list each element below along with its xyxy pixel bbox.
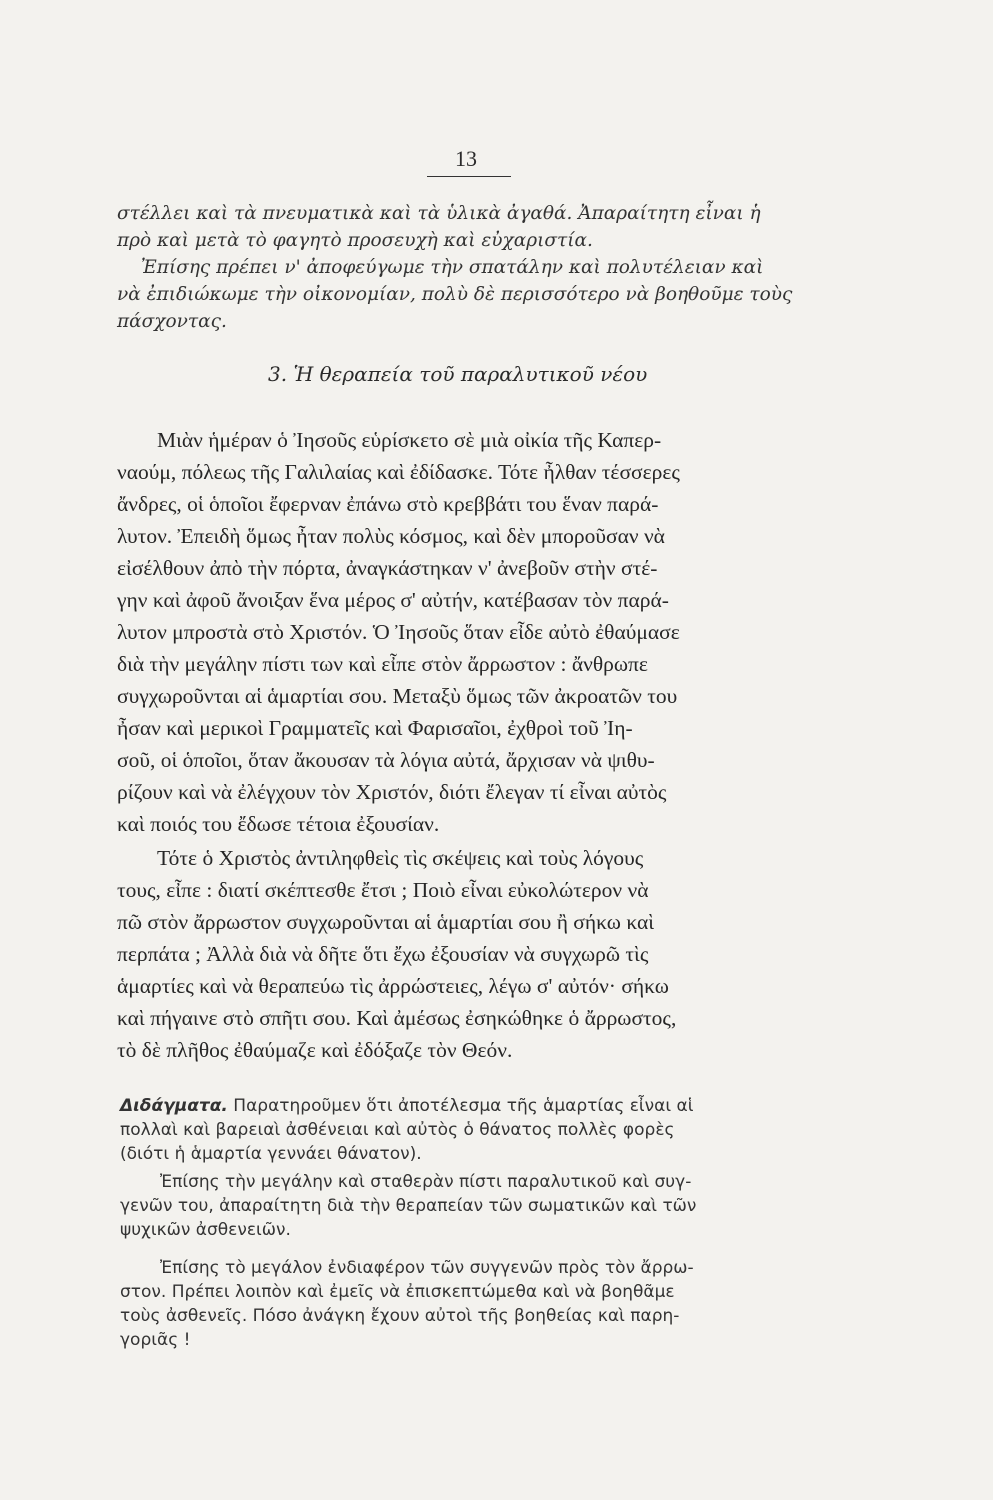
lessons-section	[120, 1094, 845, 1352]
text-line: στέλλει καὶ τὰ πνευματικὰ καὶ τὰ ὑλικὰ ἀγαθά. Ἀπαραίτητη εἶναι ἡ	[117, 203, 761, 224]
text-line: τοὺς ἀσθενεῖς. Πόσο ἀνάγκη ἔχουν αὐτοὶ τῆς βοηθείας καὶ παρη-	[120, 1306, 680, 1326]
text-line: σοῦ, οἱ ὁποῖοι, ὅταν ἄκουσαν τὰ λόγια αὐτά, ἄρχισαν νὰ ψιθυ-	[117, 748, 655, 772]
text-line: γενῶν του, ἀπαραίτητη διὰ τὴν θεραπείαν τῶν σωματικῶν καὶ τῶν	[120, 1196, 697, 1216]
text-line: πολλαὶ καὶ βαρειαὶ ἀσθένειαι καὶ αὐτὸς ὁ θάνατος πολλὲς φορὲς	[120, 1120, 675, 1140]
text-line: γοριᾶς !	[120, 1330, 191, 1350]
text-line: γην καὶ ἀφοῦ ἄνοιξαν ἕνα μέρος σ' αὐτήν, κατέβασαν τὸν παρά-	[117, 588, 669, 612]
text-line: πῶ στὸν ἄρρωστον συγχωροῦνται αἱ ἁμαρτίαι σου ἢ σήκω καὶ	[117, 910, 655, 934]
text-line: ψυχικῶν ἀσθενειῶν.	[120, 1220, 291, 1240]
text-line: πάσχοντας.	[117, 311, 227, 332]
lessons-label: Διδάγματα.	[120, 1096, 228, 1116]
intro-text	[117, 200, 847, 335]
text-line: Ἐπίσης τὸ μεγάλον ἐνδιαφέρον τῶν συγγενῶν πρὸς τὸν ἄρρω-	[160, 1258, 694, 1278]
text-line: εἰσέλθουν ἀπὸ τὴν πόρτα, ἀναγκάστηκαν ν' ἀνεβοῦν στὴν στέ-	[117, 556, 658, 580]
text-line: Τότε ὁ Χριστὸς ἀντιληφθεὶς τὶς σκέψεις καὶ τοὺς λόγους	[157, 846, 644, 870]
text-line: λυτον μπροστὰ στὸ Χριστόν. Ὁ Ἰησοῦς ὅταν εἶδε αὐτὸ ἐθαύμασε	[117, 620, 680, 644]
text-line: ναούμ, πόλεως τῆς Γαλιλαίας καὶ ἐδίδασκε. Τότε ἦλθαν τέσσερες	[117, 460, 680, 484]
text-line: ἦσαν καὶ μερικοὶ Γραμματεῖς καὶ Φαρισαῖοι, ἐχθροὶ τοῦ Ἰη-	[117, 716, 633, 740]
text-line: καὶ ποιός του ἔδωσε τέτοια ἐξουσίαν.	[117, 812, 440, 836]
text-line	[120, 1094, 845, 1118]
text-line: συγχωροῦνται αἱ ἁμαρτίαι σου. Μεταξὺ ὅμως τῶν ἀκροατῶν του	[117, 684, 678, 708]
text-line: Ἐπίσης πρέπει ν' ἀποφεύγωμε τὴν σπατάλην καὶ πολυτέλειαν καὶ	[141, 257, 764, 278]
text-line: στον. Πρέπει λοιπὸν καὶ ἐμεῖς νὰ ἐπισκεπτώμεθα καὶ νὰ βοηθᾶμε	[120, 1282, 675, 1302]
text-line: διὰ τὴν μεγάλην πίστι των καὶ εἶπε στὸν ἄρρωστον : ἄνθρωπε	[117, 652, 648, 676]
text-line: πρὸ καὶ μετὰ τὸ φαγητὸ προσευχὴ καὶ εὐχαριστία.	[117, 230, 593, 251]
text-line: ρίζουν καὶ νὰ ἐλέγχουν τὸν Χριστόν, διότι ἔλεγαν τί εἶναι αὐτὸς	[117, 780, 667, 804]
page-number-rule	[427, 176, 511, 177]
lessons-first-line: Παρατηροῦμεν ὅτι ἀποτέλεσμα τῆς ἁμαρτίας εἶναι αἱ	[227, 1096, 694, 1116]
story-paragraph-1	[117, 424, 842, 840]
text-line: περπάτα ; Ἀλλὰ διὰ νὰ δῆτε ὅτι ἔχω ἐξουσίαν νὰ συγχωρῶ τὶς	[117, 942, 649, 966]
text-line: ἄνδρες, οἱ ὁποῖοι ἔφερναν ἐπάνω στὸ κρεββάτι του ἕναν παρά-	[117, 492, 659, 516]
text-line: τὸ δὲ πλῆθος ἐθαύμαζε καὶ ἐδόξαζε τὸν Θεόν.	[117, 1038, 513, 1062]
story-paragraph-2	[117, 842, 842, 1066]
text-line: ἁμαρτίες καὶ νὰ θεραπεύω τὶς ἀρρώστειες, λέγω σ' αὐτόν· σήκω	[117, 974, 669, 998]
text-line: νὰ ἐπιδιώκωμε τὴν οἰκονομίαν, πολὺ δὲ περισσότερο νὰ βοηθοῦμε τοὺς	[117, 284, 793, 305]
text-line: (διότι ἡ ἁμαρτία γεννάει θάνατον).	[120, 1144, 422, 1164]
page-number: 13	[455, 146, 477, 171]
text-line: Ἐπίσης τὴν μεγάλην καὶ σταθερὰν πίστι παραλυτικοῦ καὶ συγ-	[160, 1172, 692, 1192]
text-line: τους, εἶπε : διατί σκέπτεσθε ἔτσι ; Ποιὸ εἶναι εὐκολώτερον νὰ	[117, 878, 649, 902]
text-line: Μιὰν ἡμέραν ὁ Ἰησοῦς εὑρίσκετο σὲ μιὰ οἰκία τῆς Καπερ-	[157, 428, 662, 452]
text-line: καὶ πήγαινε στὸ σπῆτι σου. Καὶ ἀμέσως ἐσηκώθηκε ὁ ἄρρωστος,	[117, 1006, 677, 1030]
text-line: λυτον. Ἐπειδὴ ὅμως ἦταν πολὺς κόσμος, καὶ δὲν μποροῦσαν νὰ	[117, 524, 665, 548]
section-title: 3. Ἡ θεραπεία τοῦ παραλυτικοῦ νέου	[268, 362, 648, 386]
